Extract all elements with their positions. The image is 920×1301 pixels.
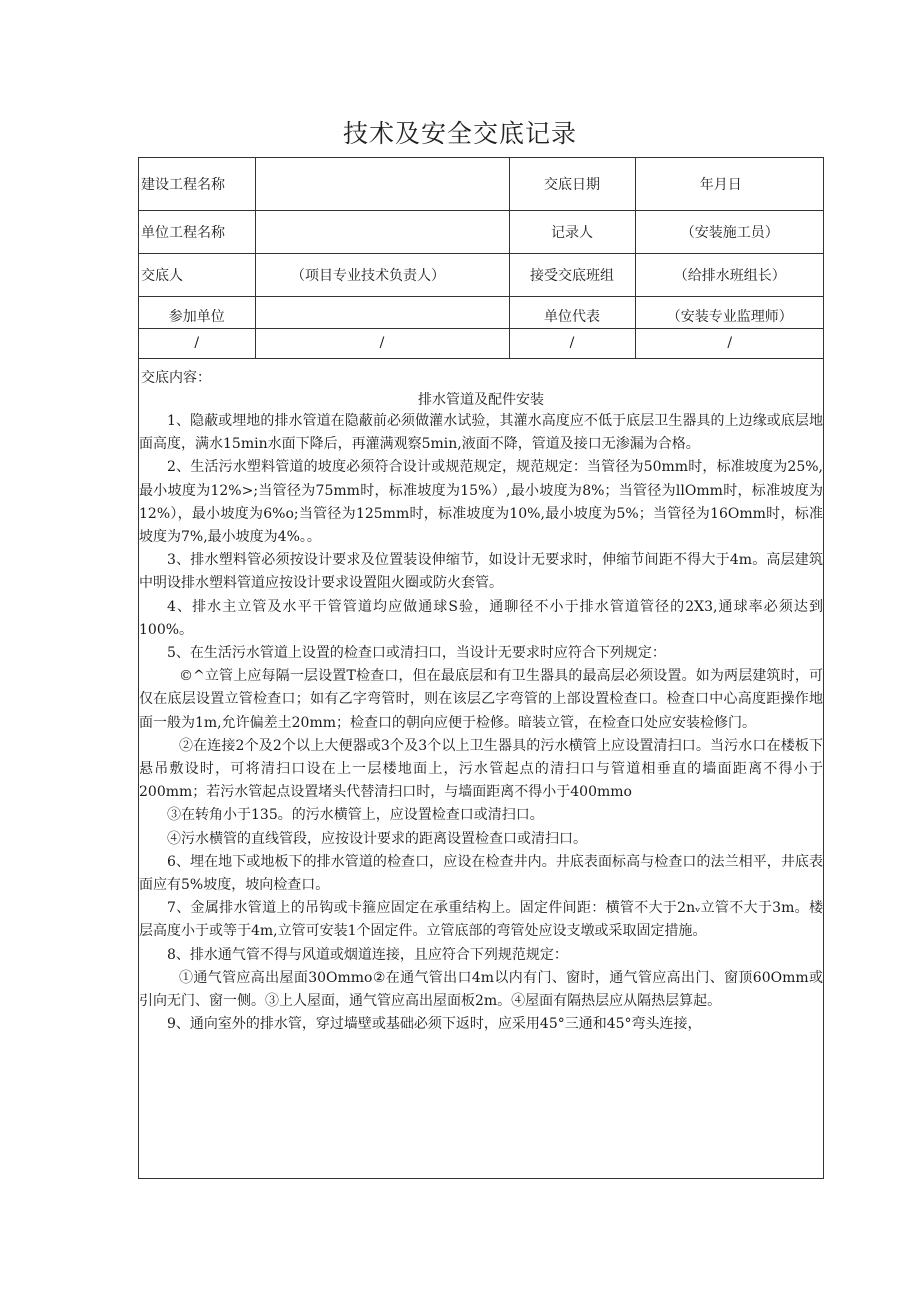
- unit-project-label: 单位工程名称: [139, 210, 255, 253]
- content-subtitle: 排水管道及配件安装: [418, 392, 544, 408]
- content-paragraph: 4、排水主立管及水平干管管道均应做通球S验，通聊径不小于排水管道管径的2X3,通球率必须达到100%。: [139, 598, 823, 638]
- slash-cell: /: [635, 328, 824, 358]
- participants-value[interactable]: [255, 296, 509, 328]
- table-row: [139, 296, 824, 328]
- unit-rep-label: 单位代表: [509, 296, 635, 328]
- presenter-value[interactable]: （项目专业技术负责人）: [255, 253, 509, 296]
- receiving-team-value[interactable]: （给排水班组长）: [635, 253, 824, 296]
- content-paragraph: ①通气管应高出屋面30Ommo②在通气管出口4m以内有门、窗时，通气管应高出门、窗顶60Omm或引向无门、窗一侧。③上人屋面，通气管应高出屋面板2m。④屋面有隔热层应从隔热层算起。: [139, 969, 823, 1010]
- participants-label: 参加单位: [139, 296, 255, 328]
- presenter-label: 交底人: [139, 253, 255, 296]
- handover-content: [139, 360, 823, 1036]
- page-title: 技术及安全交底记录: [342, 119, 577, 148]
- content-paragraph: 5、在生活污水管道上设置的检查口或清扫口，当设计无要求时应符合下列规定：: [167, 645, 666, 662]
- content-paragraph: 8、排水通气管不得与风道或烟道连接，且应符合下列规范规定：: [167, 946, 568, 963]
- handover-date-label: 交底日期: [509, 158, 635, 210]
- recorder-value[interactable]: （安装施工员）: [635, 210, 824, 253]
- content-paragraph: 6、埋在地下或地板下的排水管道的检查口，应设在检查井内。井底表面标高与检查口的法兰相平，井底表面应有5%坡度，坡向检查口。: [139, 853, 823, 894]
- content-paragraph: ©^立管上应每隔一层设置T检查口，但在最底层和有卫生器具的最高层必须设置。如为两层建筑时，可仅在底层设置立管检查口；如有乙字弯管时，则在该层乙字弯管的上部设置检查口。检查口中心高度距操作地面一般为1m,允许偏差土20mm；检查口的朝向应便于检修。暗装立管，在检查口处应安装检修门。: [139, 668, 823, 731]
- info-table: [139, 158, 824, 359]
- table-row: [139, 328, 824, 358]
- content-paragraph: 1、隐蔽或埋地的排水管道在隐蔽前必须做灌水试验，其灌水高度应不低于底层卫生器具的上边缘或底层地面高度，满水15min水面下降后，再灌满观察5min,液面不降，管道及接口无渗漏为合格。: [139, 413, 823, 453]
- project-name-label: 建设工程名称: [139, 158, 255, 210]
- content-label: 交底内容：: [141, 370, 211, 386]
- content-paragraph: 2、生活污水塑料管道的坡度必须符合设计或规范规定，规范规定：当管径为50mm时，标准坡度为25%,最小坡度为12%>;当管径为75mm时，标准坡度为15%）,最小坡度为8%；当管径为llOmm时，标准坡度为12%），最小坡度为6%o;当管径为125mm时，标准坡度为10%,最小坡度为5%；当管径为16Omm时，标准坡度为7%,最小坡度为4%。。: [139, 459, 823, 546]
- content-paragraph: ③在转角小于135。的污水横管上，应设置检查口或清扫口。: [167, 807, 544, 824]
- project-name-value[interactable]: [255, 158, 509, 210]
- content-paragraph: 3、排水塑料管必须按设计要求及位置装设伸缩节，如设计无要求时，伸缩节间距不得大于4m。高层建筑中明设排水塑料管道应按设计要求设置阻火圈或防火套管。: [139, 552, 823, 592]
- unit-project-value[interactable]: [255, 210, 509, 253]
- content-paragraph: 9、通向室外的排水管，穿过墙壁或基础必须下返时，应采用45°三通和45°弯头连接，: [167, 1016, 702, 1033]
- table-row: [139, 210, 824, 253]
- content-paragraph: 7、金属排水管道上的吊钩或卡箍应固定在承重结构上。固定件间距：横管不大于2nᵥ立管不大于3m。楼层高度小于或等于4m,立管可安装1个固定件。立管底部的弯管处应设支墩或采取固定措施。: [139, 900, 823, 940]
- slash-cell: /: [509, 328, 635, 358]
- recorder-label: 记录人: [509, 210, 635, 253]
- unit-rep-value[interactable]: （安装专业监理师）: [635, 296, 824, 328]
- handover-date-value[interactable]: 年月日: [635, 158, 824, 210]
- content-paragraph: ②在连接2个及2个以上大便器或3个及3个以上卫生器具的污水横管上应设置清扫口。当污水口在楼板下悬吊敷设时，可将清扫口设在上一层楼地面上，污水管起点的清扫口与管道相垂直的墙面距离不得小于200mm；若污水管起点设置堵头代替清扫口时，与墙面距离不得小于400mmo: [139, 737, 823, 801]
- content-paragraph: ④污水横管的直线管段，应按设计要求的距离设置检查口或清扫口。: [167, 830, 587, 847]
- table-row: [139, 158, 824, 210]
- table-row: [139, 253, 824, 296]
- slash-cell: /: [255, 328, 509, 358]
- handover-record-form: [138, 157, 824, 1179]
- slash-cell: /: [139, 328, 255, 358]
- receiving-team-label: 接受交底班组: [509, 253, 635, 296]
